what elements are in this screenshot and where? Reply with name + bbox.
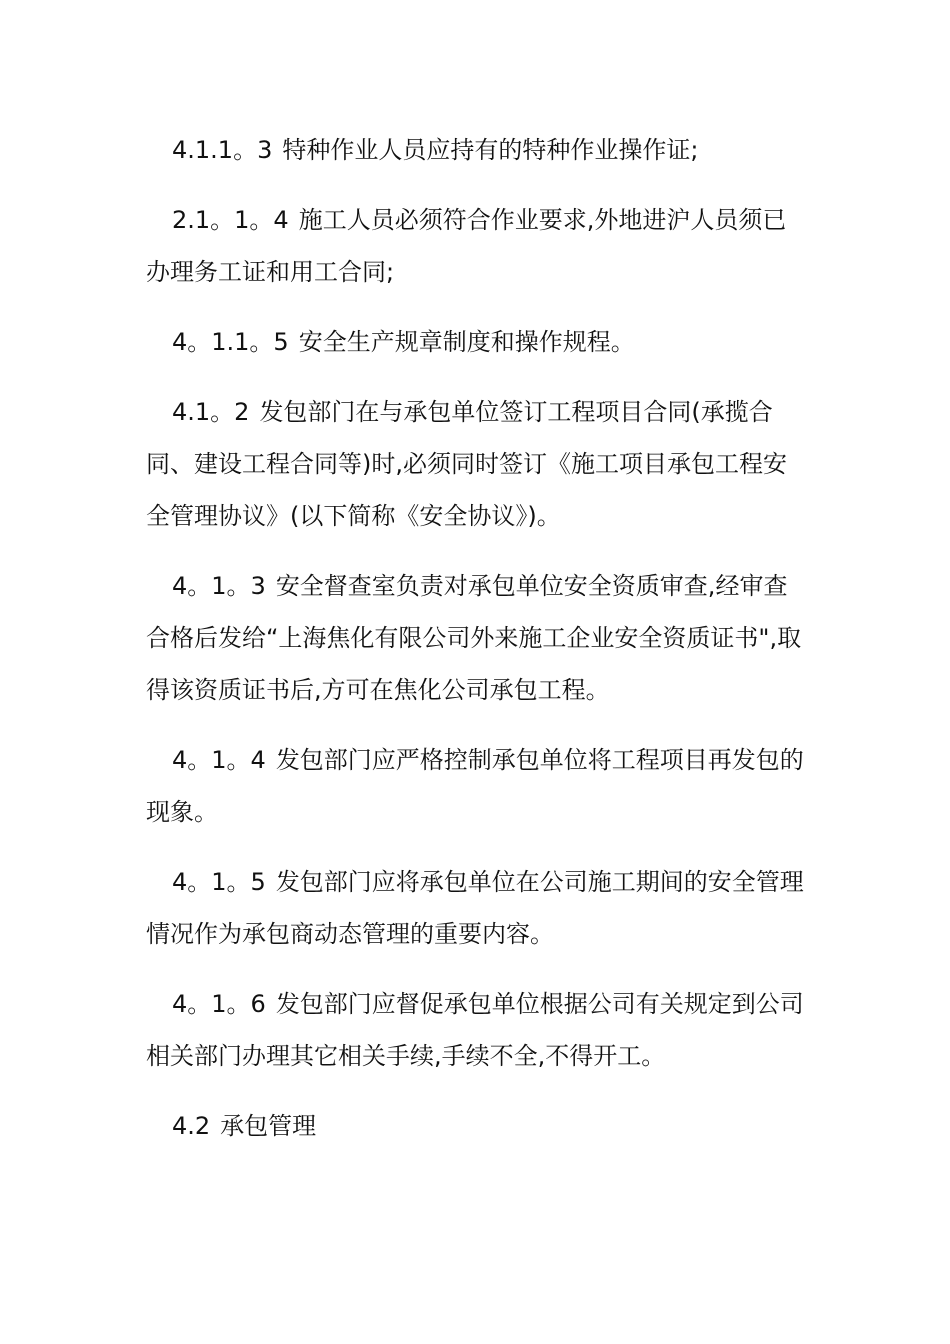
clause-number: 4。1。4 (172, 746, 266, 774)
clause-number: 4。1。6 (172, 990, 266, 1018)
clause-number: 4。1.1。5 (172, 328, 289, 356)
paragraph-4-1-1-5 (146, 316, 806, 368)
section-heading-4-2 (146, 1100, 806, 1152)
clause-number: 4。1。5 (172, 868, 266, 896)
paragraph-4-1-4 (146, 734, 806, 838)
clause-number: 4。1。3 (172, 572, 266, 600)
paragraph-4-1-1-3 (146, 124, 806, 176)
clause-text: 发包部门应督促承包单位根据公司有关规定到公司相关部门办理其它相关手续,手续不全,不得开工。 (146, 990, 804, 1070)
clause-text: 发包部门应严格控制承包单位将工程项目再发包的现象。 (146, 746, 804, 826)
clause-number: 4.2 (172, 1112, 211, 1140)
clause-number: 4.1.1。3 (172, 136, 273, 164)
paragraph-4-1-3 (146, 560, 806, 716)
paragraph-2-1-1-4 (146, 194, 806, 298)
clause-text: 承包管理 (220, 1112, 317, 1140)
clause-text: 施工人员必须符合作业要求,外地进沪人员须已办理务工证和用工合同; (146, 206, 787, 286)
paragraph-4-1-2 (146, 386, 806, 542)
clause-number: 4.1。2 (172, 398, 250, 426)
clause-number: 2.1。1。4 (172, 206, 289, 234)
clause-text: 安全督查室负责对承包单位安全资质审查,经审查合格后发给“上海焦化有限公司外来施工企业安全资质证书",取得该资质证书后,方可在焦化公司承包工程。 (146, 572, 802, 704)
clause-text: 特种作业人员应持有的特种作业操作证; (282, 136, 699, 164)
clause-text: 发包部门在与承包单位签订工程项目合同(承揽合同、建设工程合同等)时,必须同时签订《施工项目承包工程安全管理协议》(以下简称《安全协议》)。 (146, 398, 787, 530)
paragraph-4-1-6 (146, 978, 806, 1082)
paragraph-4-1-5 (146, 856, 806, 960)
clause-text: 发包部门应将承包单位在公司施工期间的安全管理情况作为承包商动态管理的重要内容。 (146, 868, 804, 948)
clause-text: 安全生产规章制度和操作规程。 (298, 328, 635, 356)
document-body (146, 124, 806, 1170)
